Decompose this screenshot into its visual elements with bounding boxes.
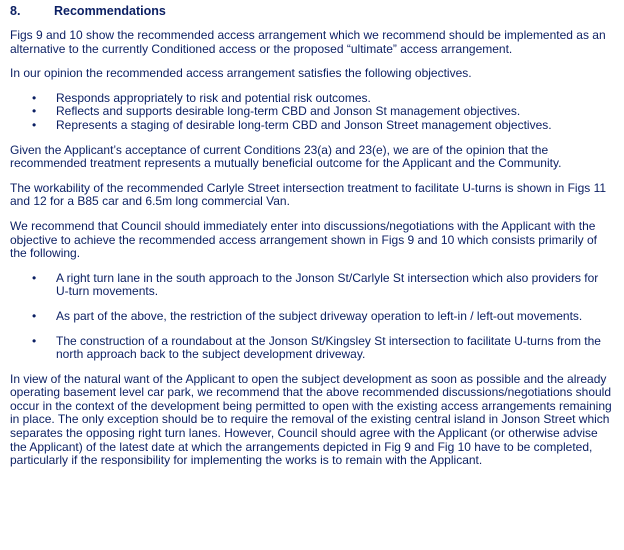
paragraph-objectives-lead: In our opinion the recommended access arrangement satisfies the following objectives. bbox=[10, 66, 472, 81]
section-title: Recommendations bbox=[54, 4, 166, 18]
list-item: • The construction of a roundabout at the Jonson St/Kingsley St intersection to facilitate U-turns from the north approach back to the subject development driveway. bbox=[32, 333, 601, 362]
list-item: • A right turn lane in the south approach to the Jonson St/Carlyle St intersection which also providers for U-turn movements. bbox=[32, 270, 599, 299]
bullet-icon: • bbox=[32, 90, 37, 105]
list-item: • As part of the above, the restriction of the subject driveway operation to left-in / left-out movements. bbox=[32, 308, 583, 323]
paragraph-interim: In view of the natural want of the Applicant to open the subject development as soon as possible and the already operating basement level car park, we recommend that the above recommended discussions/negotiations should occur in the context of the development being permitted to open with the existing access arrangements remaining in place. The only exception should be to require the removal of the existing central island in Jonson Street which separates the opposing right turn lanes. However, Council should agree with the Applicant (or otherwise advise the Applicant) of the latest date at which the arrangements depicted in Fig 9 and Fig 10 have to be completed, particularly if the responsibility for implementing the works is to remain with the Applicant. bbox=[10, 371, 612, 468]
measures-list bbox=[10, 272, 614, 362]
list-item: • Represents a staging of desirable long-term CBD and Jonson Street management objectives. bbox=[32, 117, 552, 132]
objectives-list bbox=[10, 92, 614, 133]
list-item: • Responds appropriately to risk and potential risk outcomes. bbox=[32, 90, 371, 105]
paragraph-negotiations: We recommend that Council should immediately enter into discussions/negotiations with the Applicant with the objective to achieve the recommended access arrangement shown in Figs 9 and 10 which consists primarily of the following. bbox=[10, 218, 597, 261]
paragraph-intro: Figs 9 and 10 show the recommended access arrangement which we recommend should be implemented as an alternative to the currently Conditioned access or the proposed “ultimate” access arrangement. bbox=[10, 28, 606, 56]
section-number: 8. bbox=[10, 4, 21, 18]
bullet-icon: • bbox=[32, 104, 37, 119]
bullet-icon: • bbox=[32, 333, 37, 348]
paragraph-workability: The workability of the recommended Carlyle Street intersection treatment to facilitate U-turns is shown in Figs 11 and 12 for a B85 car and 6.5m long commercial Van. bbox=[10, 180, 607, 209]
section-heading bbox=[10, 4, 614, 19]
list-item: • Reflects and supports desirable long-term CBD and Jonson St management objectives. bbox=[32, 104, 521, 119]
paragraph-conditions: Given the Applicant’s acceptance of current Conditions 23(a) and 23(e), we are of the opinion that the recommended treatment represents a mutually beneficial outcome for the Applicant and the Community. bbox=[10, 142, 562, 171]
bullet-icon: • bbox=[32, 117, 37, 132]
bullet-icon: • bbox=[32, 308, 37, 323]
bullet-icon: • bbox=[32, 270, 37, 285]
